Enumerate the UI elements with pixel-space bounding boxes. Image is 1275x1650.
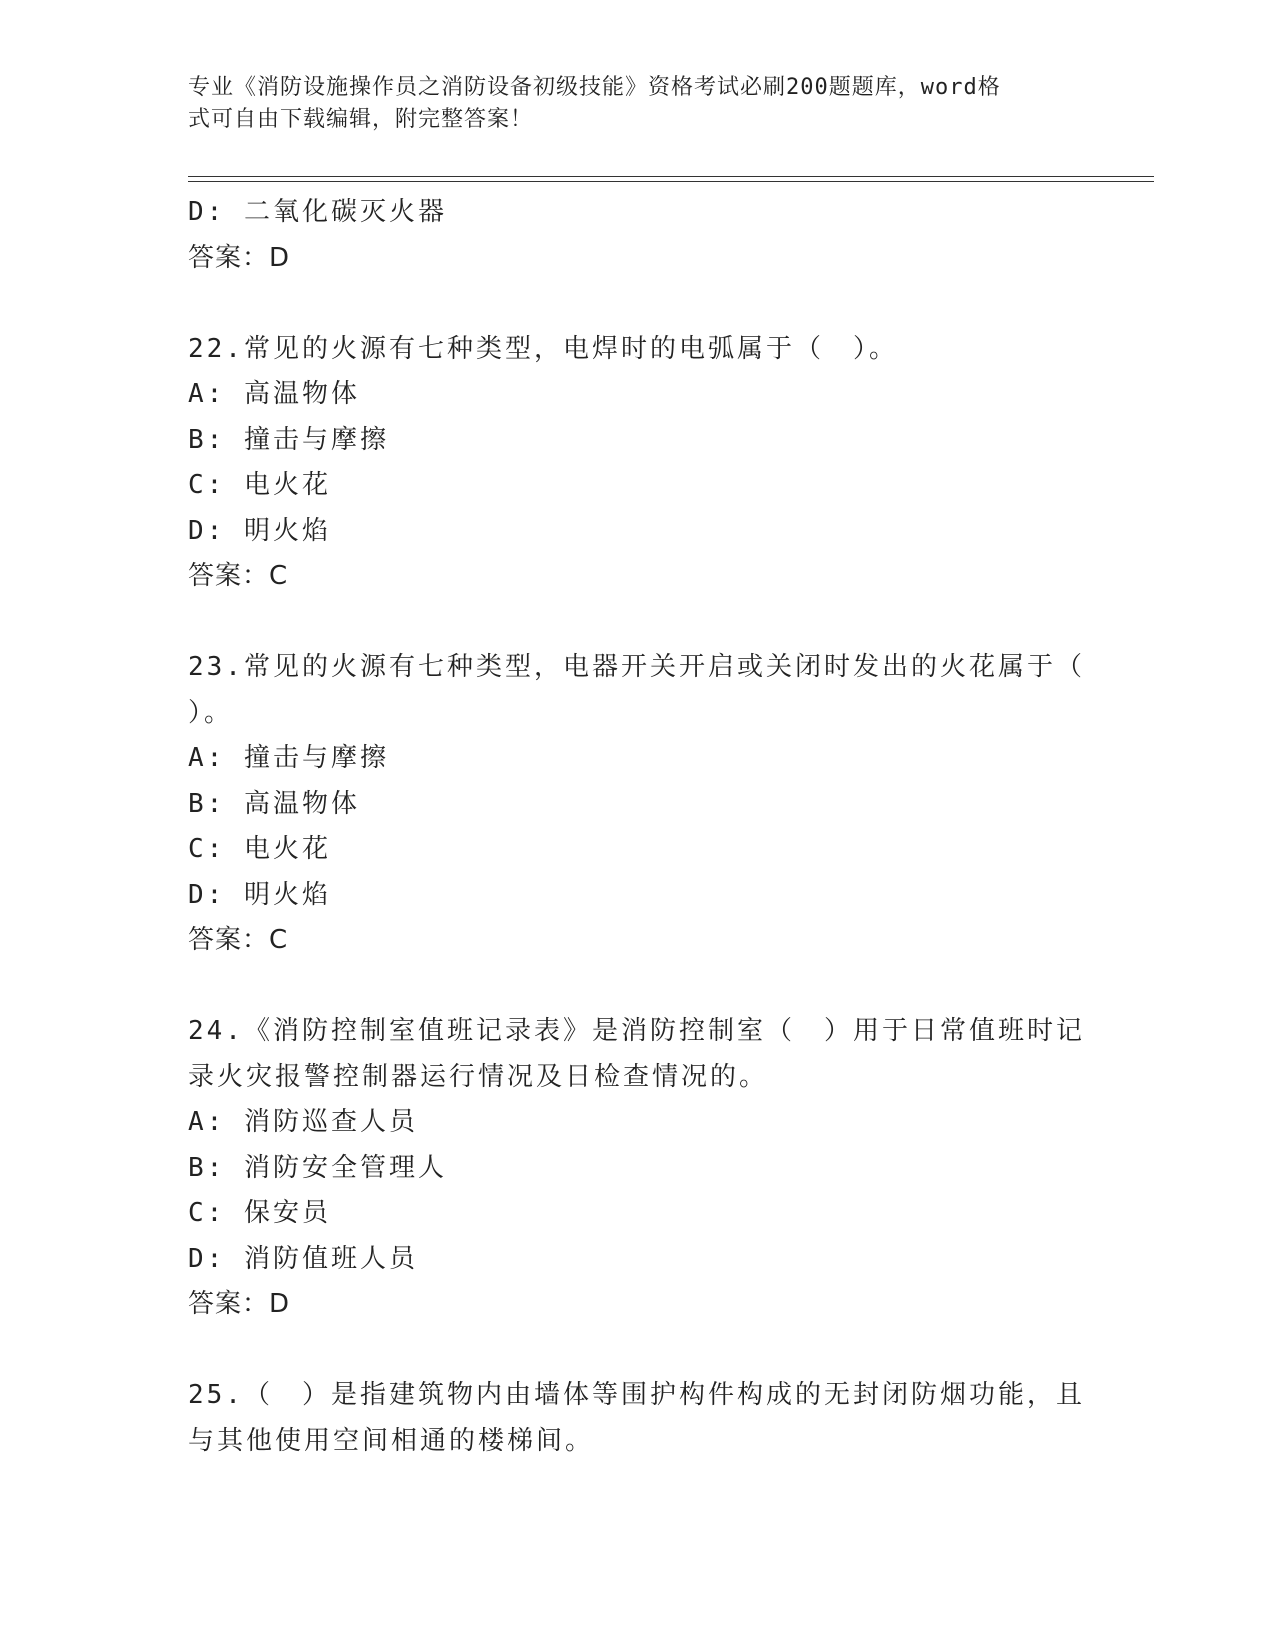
option-d: D: 二氧化碳灭火器: [188, 197, 447, 227]
question-stem-line-1: 23.常见的火源有七种类型，电器开关开启或关闭时发出的火花属于（: [188, 652, 1085, 682]
header-line-1: 专业《消防设施操作员之消防设备初级技能》资格考试必刷200题题库，word格: [188, 75, 1001, 100]
option-a: A: 高温物体: [188, 379, 360, 409]
answer-line: 答案：C: [188, 561, 289, 591]
header-line-2: 式可自由下载编辑，附完整答案！: [188, 107, 534, 132]
question-stem: 22.常见的火源有七种类型，电焊时的电弧属于（ ）。: [188, 333, 898, 364]
question-list: [188, 190, 1088, 1464]
option-b: B: 高温物体: [188, 788, 360, 819]
option-c: C: 电火花: [188, 834, 331, 864]
option-b: B: 消防安全管理人: [188, 1152, 447, 1183]
answer-line: 答案：C: [188, 925, 289, 955]
question-23: [188, 645, 1088, 964]
header-divider-top: [188, 176, 1154, 177]
question-stem-line-1: 25.（ ）是指建筑物内由墙体等围护构件构成的无封闭防烟功能，且: [188, 1380, 1085, 1410]
question-25: [188, 1373, 1088, 1464]
question-stem-line-2: 与其他使用空间相通的楼梯间。: [188, 1425, 595, 1456]
question-22: [188, 327, 1088, 600]
answer-line: 答案：D: [188, 242, 291, 273]
document-header: [188, 72, 1068, 136]
option-d: D: 消防值班人员: [188, 1243, 418, 1274]
option-a: A: 消防巡查人员: [188, 1107, 418, 1137]
answer-line: 答案：D: [188, 1289, 291, 1319]
question-24: [188, 1009, 1088, 1328]
option-a: A: 撞击与摩擦: [188, 743, 389, 773]
question-stem-line-2: ）。: [188, 697, 234, 728]
option-d: D: 明火焰: [188, 515, 331, 546]
question-stem-line-2: 录火灾报警控制器运行情况及日检查情况的。: [188, 1061, 769, 1092]
question-stem-line-1: 24.《消防控制室值班记录表》是消防控制室（ ）用于日常值班时记: [188, 1016, 1085, 1046]
option-c: C: 电火花: [188, 470, 331, 500]
header-divider-bottom: [188, 181, 1154, 182]
option-d: D: 明火焰: [188, 879, 331, 910]
option-b: B: 撞击与摩擦: [188, 424, 389, 455]
option-c: C: 保安员: [188, 1198, 331, 1228]
